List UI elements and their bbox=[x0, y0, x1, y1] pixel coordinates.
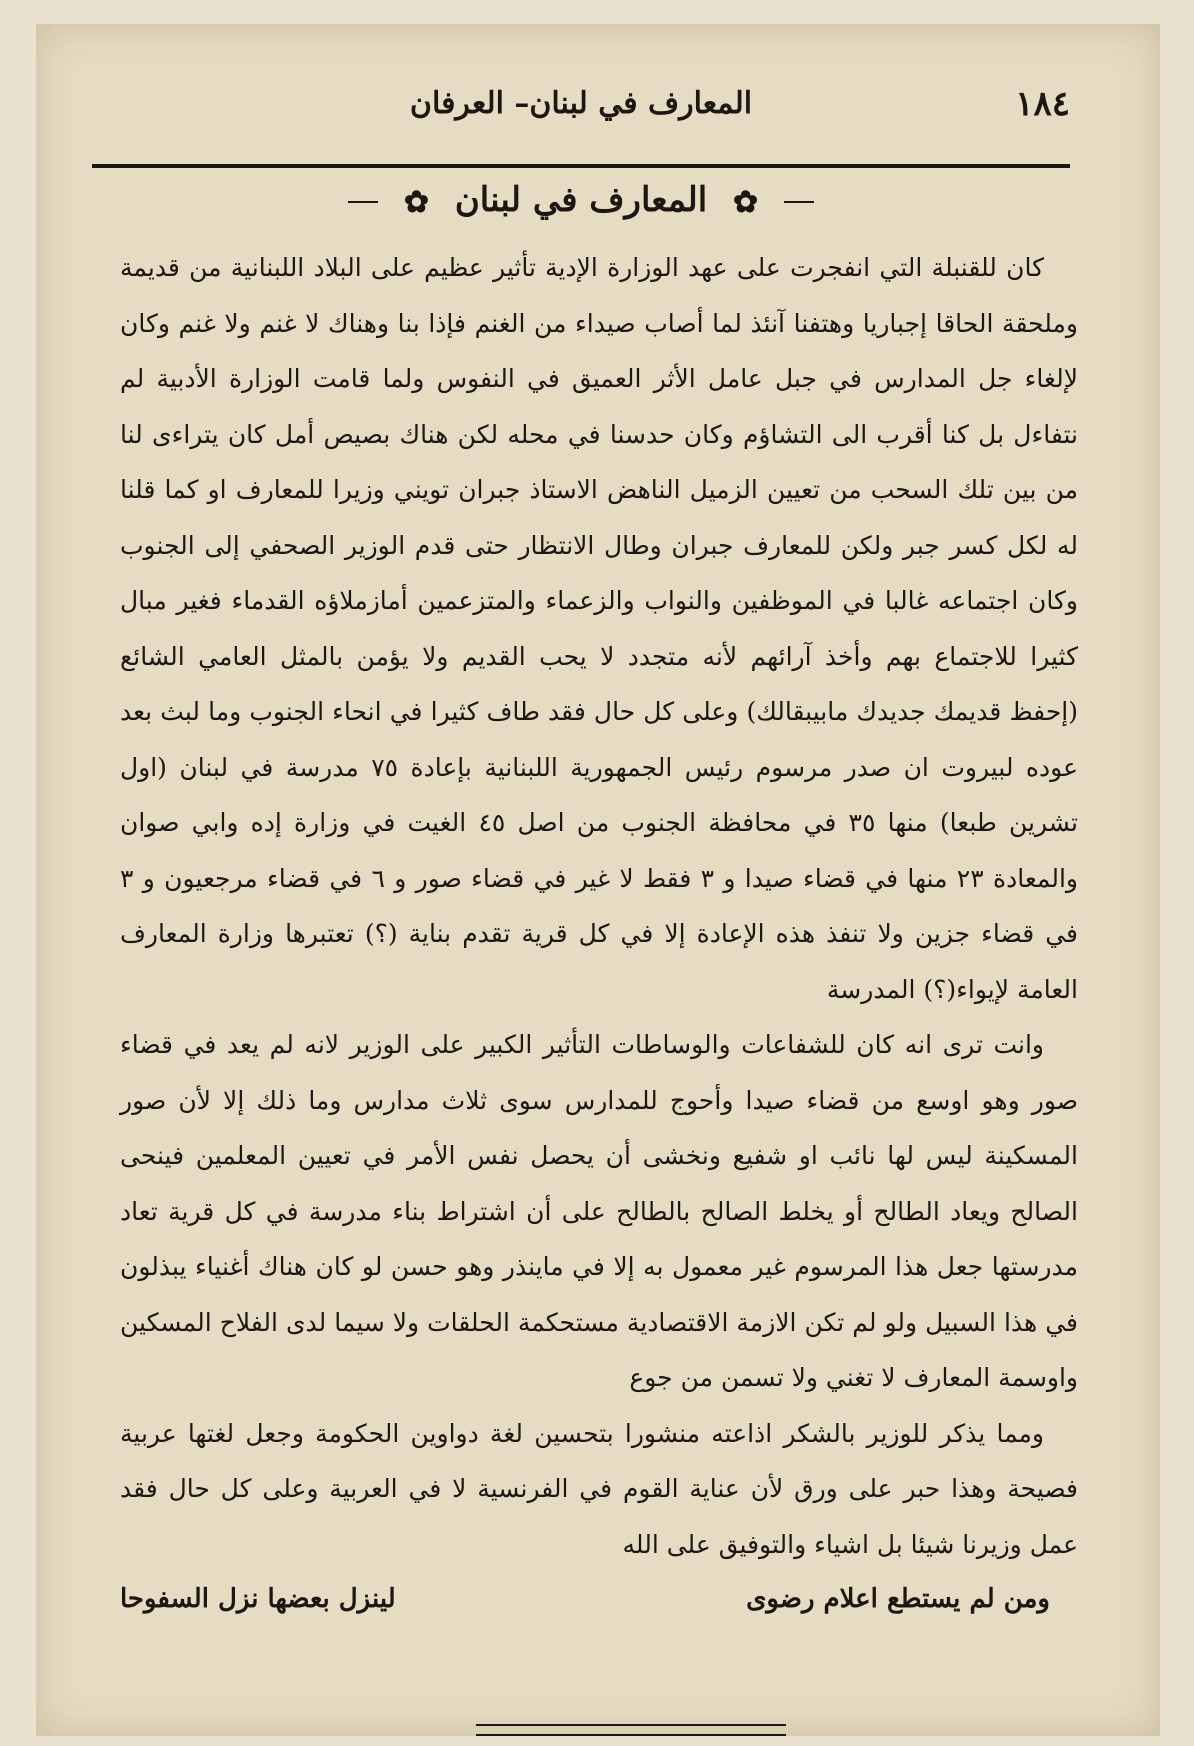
article-body bbox=[120, 240, 1078, 1572]
verse-line bbox=[120, 1584, 1050, 1634]
paragraph: وانت ترى انه كان للشفاعات والوساطات التأثير الكبير على الوزير لانه لم يعد في قضاء صور وهو اوسع من قضاء صيدا وأحوج للمدارس سوى ثلاث مدارس وما ذلك إلا لأن صور المسكينة ليس لها نائب او شفيع ونخشى أن يحصل نفس الأمر في تعيين المعلمين فينحى الصالح ويعاد الطالح أو يخلط الصالح بالطالح على أن اشتراط بناء مدرسة في كل قرية تعاد مدرستها جعل هذا المرسوم غير معمول به إلا في ماينذر وهو حسن لو كان هناك أغنياء يبذلون في هذا السبيل ولو لم تكن الازمة الاقتصادية مستحكمة الحلقات ولا سيما لدى الفلاح المسكين واوسمة المعارف لا تغني ولا تسمن من جوع bbox=[120, 1030, 1078, 1392]
footer-ornament bbox=[476, 1724, 786, 1736]
heading-dash-right bbox=[784, 201, 814, 203]
verse-second-hemistich: لينزل بعضها نزل السفوحا bbox=[120, 1584, 396, 1614]
page-number: ١٨٤ bbox=[1015, 84, 1070, 124]
flower-ornament-icon: ✿ bbox=[403, 184, 429, 220]
flower-ornament-icon: ✿ bbox=[733, 184, 759, 220]
header-rule bbox=[92, 164, 1070, 168]
heading-dash-left bbox=[348, 201, 378, 203]
section-title: المعارف في لبنان bbox=[454, 180, 708, 220]
section-heading bbox=[92, 180, 1070, 226]
paragraph: ومما يذكر للوزير بالشكر اذاعته منشورا بتحسين لغة دواوين الحكومة وجعل لغتها عربية فصيحة وهذا حبر على ورق لأن عناية القوم في الفرنسية لا في العربية وعلى كل حال فقد عمل وزيرنا شيئا بل اشياء والتوفيق على الله bbox=[120, 1418, 1078, 1559]
verse-first-hemistich: ومن لم يستطع اعلام رضوى bbox=[746, 1584, 1050, 1614]
book-page bbox=[36, 24, 1160, 1736]
page-header bbox=[92, 84, 1070, 148]
paragraph: كان للقنبلة التي انفجرت على عهد الوزارة الإدية تأثير عظيم على البلاد اللبنانية من قديمة وملحقة الحاقا إجباريا وهتفنا آنئذ لما أصاب صيداء من الغنم فإذا بنا وهناك لا غنم ولا غنم وكان لإلغاء جل المدارس في جبل عامل الأثر العميق في النفوس ولما قامت الوزارة الأدبية لم نتفاءل بل كنا أقرب الى التشاؤم وكان حدسنا في محله لكن هناك بصيص أمل كان يتراءى لنا من بين تلك السحب من تعيين الزميل الناهض الاستاذ جبران تويني وزيرا للمعارف او كما قلنا له لكل كسر جبر ولكن للمعارف جبران وطال الانتظار حتى قدم الوزير الصحفي إلى الجنوب وكان اجتماعه غالبا في الموظفين والنواب والزعماء والمتزعمين أمازملاؤه القدماء فغير مبال كثيرا للاجتماع بهم وأخذ آرائهم لأنه متجدد لا يحب القديم ولا يؤمن بالمثل العامي الشائع (إحفظ قديمك جديدك مابيبقالك) وعلى كل حال فقد طاف كثيرا في انحاء الجنوب وما لبث بعد عوده لبيروت ان صدر مرسوم رئيس الجمهورية اللبنانية بإعادة ٧٥ مدرسة في لبنان (اول تشرين طبعا) منها ٣٥ في محافظة الجنوب من اصل ٤٥ الغيت في وزارة إده وابي صوان والمعادة ٢٣ منها في قضاء صيدا و ٣ فقط لا غير في قضاء صور و ٦ في قضاء مرجعيون و ٣ في قضاء جزين ولا تنفذ هذه الإعادة إلا في كل قرية تقدم بناية (؟) تعتبرها وزارة المعارف العامة لإيواء(؟) المدرسة bbox=[120, 253, 1079, 1004]
running-title: المعارف في لبنان– العرفان bbox=[409, 86, 753, 121]
